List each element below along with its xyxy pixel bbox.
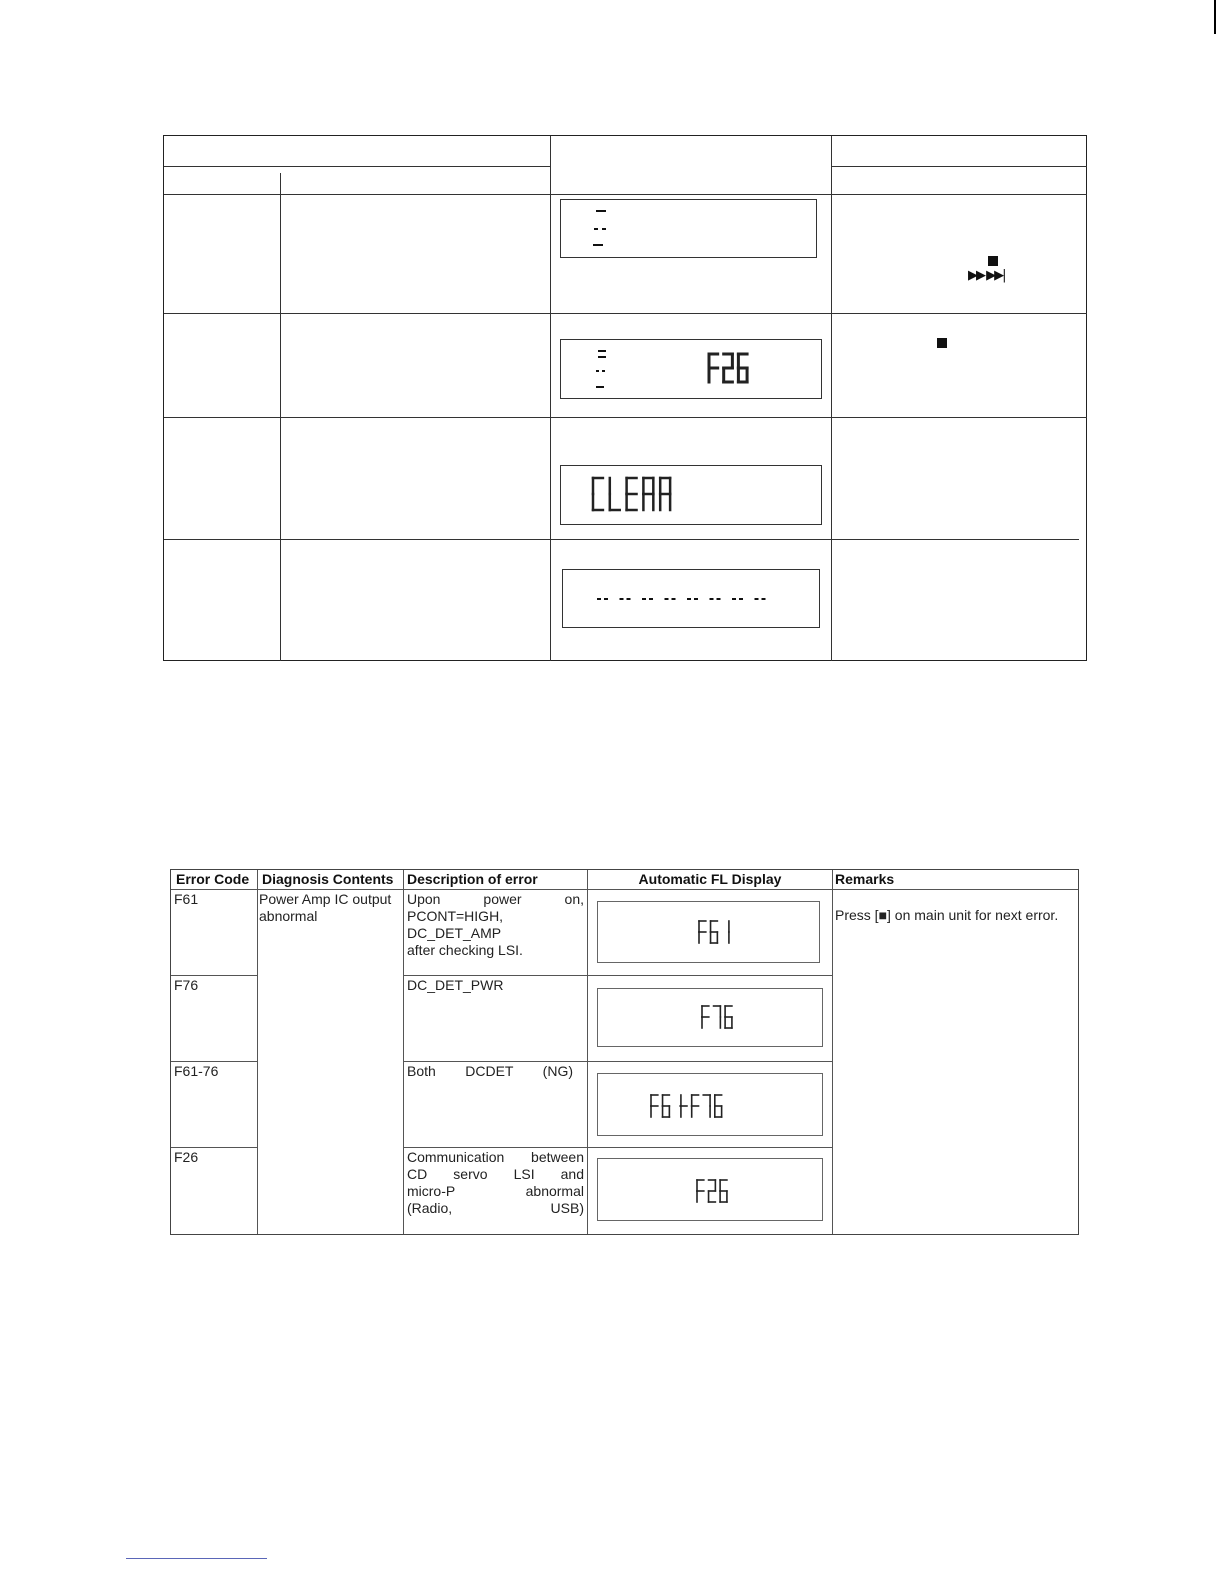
error-code: F26	[174, 1149, 199, 1165]
stop-icon	[988, 256, 998, 266]
header-remarks: Remarks	[835, 871, 895, 887]
error-code: F61-76	[174, 1063, 219, 1079]
error-description: Upon power on, PCONT=HIGH, DC_DET_AMP after checking LSI.	[407, 891, 584, 958]
fl-display-row-4	[562, 569, 820, 628]
error-description: DC_DET_PWR	[407, 977, 504, 993]
service-mode-table	[163, 135, 1087, 661]
fl-display-text	[598, 1159, 824, 1222]
header-description: Description of error	[407, 871, 538, 887]
fl-display-text	[598, 989, 824, 1048]
fast-forward-skip-icon: ▶▶ ▶▶|	[968, 268, 1005, 283]
header-diagnosis-contents: Diagnosis Contents	[262, 871, 394, 887]
fl-display-row-1	[560, 199, 817, 258]
fl-display-row-2	[560, 339, 822, 399]
error-code: F61	[174, 891, 199, 907]
error-description: Both DCDET (NG)	[407, 1063, 573, 1079]
fl-display	[597, 988, 823, 1047]
fl-display-text	[598, 902, 821, 964]
stop-icon	[937, 338, 947, 348]
segment-glyph	[561, 200, 818, 259]
fl-display-row-3	[560, 465, 822, 525]
header-fl-display: Automatic FL Display	[638, 871, 782, 887]
error-code-table	[170, 869, 1079, 1235]
fl-display	[597, 1073, 823, 1136]
fl-display	[597, 901, 820, 963]
fl-display-text	[598, 1074, 824, 1137]
page-edge-mark	[1214, 0, 1216, 34]
fl-display-text	[561, 340, 823, 400]
fl-display	[597, 1158, 823, 1221]
error-description: Communication between CD servo LSI and micro-P abnormal (Radio, USB)	[407, 1149, 584, 1216]
remarks: Press [■] on main unit for next error.	[835, 907, 1059, 923]
footer-link-underline	[126, 1558, 267, 1559]
fl-display-text	[563, 570, 821, 629]
fl-display-text	[561, 466, 823, 526]
error-code: F76	[174, 977, 199, 993]
diagnosis-contents: Power Amp IC output abnormal	[259, 891, 392, 924]
header-error-code: Error Code	[176, 871, 250, 887]
